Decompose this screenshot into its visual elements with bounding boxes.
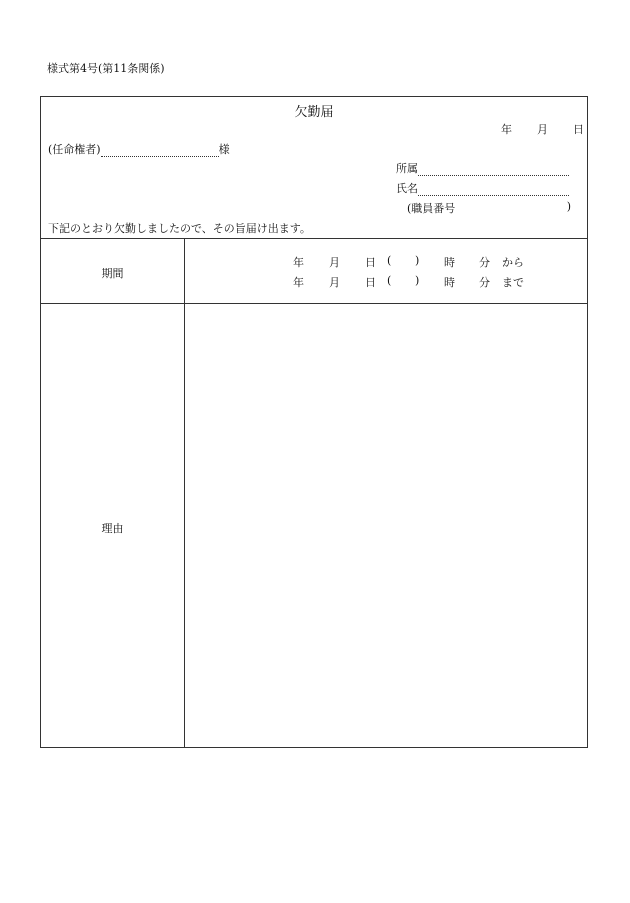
name-field[interactable] — [418, 183, 569, 196]
staff-number-field[interactable] — [497, 200, 557, 213]
affiliation-field[interactable] — [418, 163, 569, 176]
to-minute-label: 分 — [479, 276, 490, 289]
name-line — [396, 180, 569, 196]
to-weekday-open: ( — [387, 274, 392, 287]
form-title: 欠勤届 — [294, 105, 334, 120]
divider-top — [41, 238, 587, 239]
affiliation-label: 所属 — [396, 162, 418, 175]
from-year-label: 年 — [293, 256, 304, 269]
staff-number-close: ) — [566, 200, 571, 213]
date-year-label: 年 — [501, 123, 512, 136]
appointer-line — [48, 141, 230, 157]
period-to-row[interactable] — [293, 274, 533, 288]
reason-field[interactable] — [185, 304, 587, 747]
to-weekday-close: ) — [415, 274, 420, 287]
staff-number-line — [407, 200, 571, 216]
from-weekday-close: ) — [415, 254, 420, 267]
from-month-label: 月 — [329, 256, 340, 269]
from-day-label: 日 — [365, 256, 376, 269]
name-label: 氏名 — [396, 182, 418, 195]
staff-number-label: (職員番号 — [407, 202, 456, 215]
absence-form — [40, 96, 588, 748]
from-minute-label: 分 — [479, 256, 490, 269]
from-suffix: から — [502, 256, 524, 269]
statement-text: 下記のとおり欠勤しましたので、その旨届け出ます。 — [48, 222, 311, 235]
to-day-label: 日 — [365, 276, 376, 289]
to-year-label: 年 — [293, 276, 304, 289]
to-month-label: 月 — [329, 276, 340, 289]
date-day-label: 日 — [573, 123, 584, 136]
period-label: 期間 — [101, 267, 124, 280]
affiliation-line — [396, 160, 569, 176]
period-from-row[interactable] — [293, 254, 533, 268]
date-month-label: 月 — [537, 123, 548, 136]
appointer-name-field[interactable] — [101, 144, 219, 157]
from-hour-label: 時 — [444, 256, 455, 269]
from-weekday-open: ( — [387, 254, 392, 267]
reason-label: 理由 — [101, 522, 124, 535]
appointer-label: (任命権者) — [48, 143, 101, 156]
appointer-suffix: 様 — [218, 143, 230, 156]
form-number: 様式第4号(第11条関係) — [47, 62, 165, 75]
to-hour-label: 時 — [444, 276, 455, 289]
to-suffix: まで — [502, 276, 524, 289]
